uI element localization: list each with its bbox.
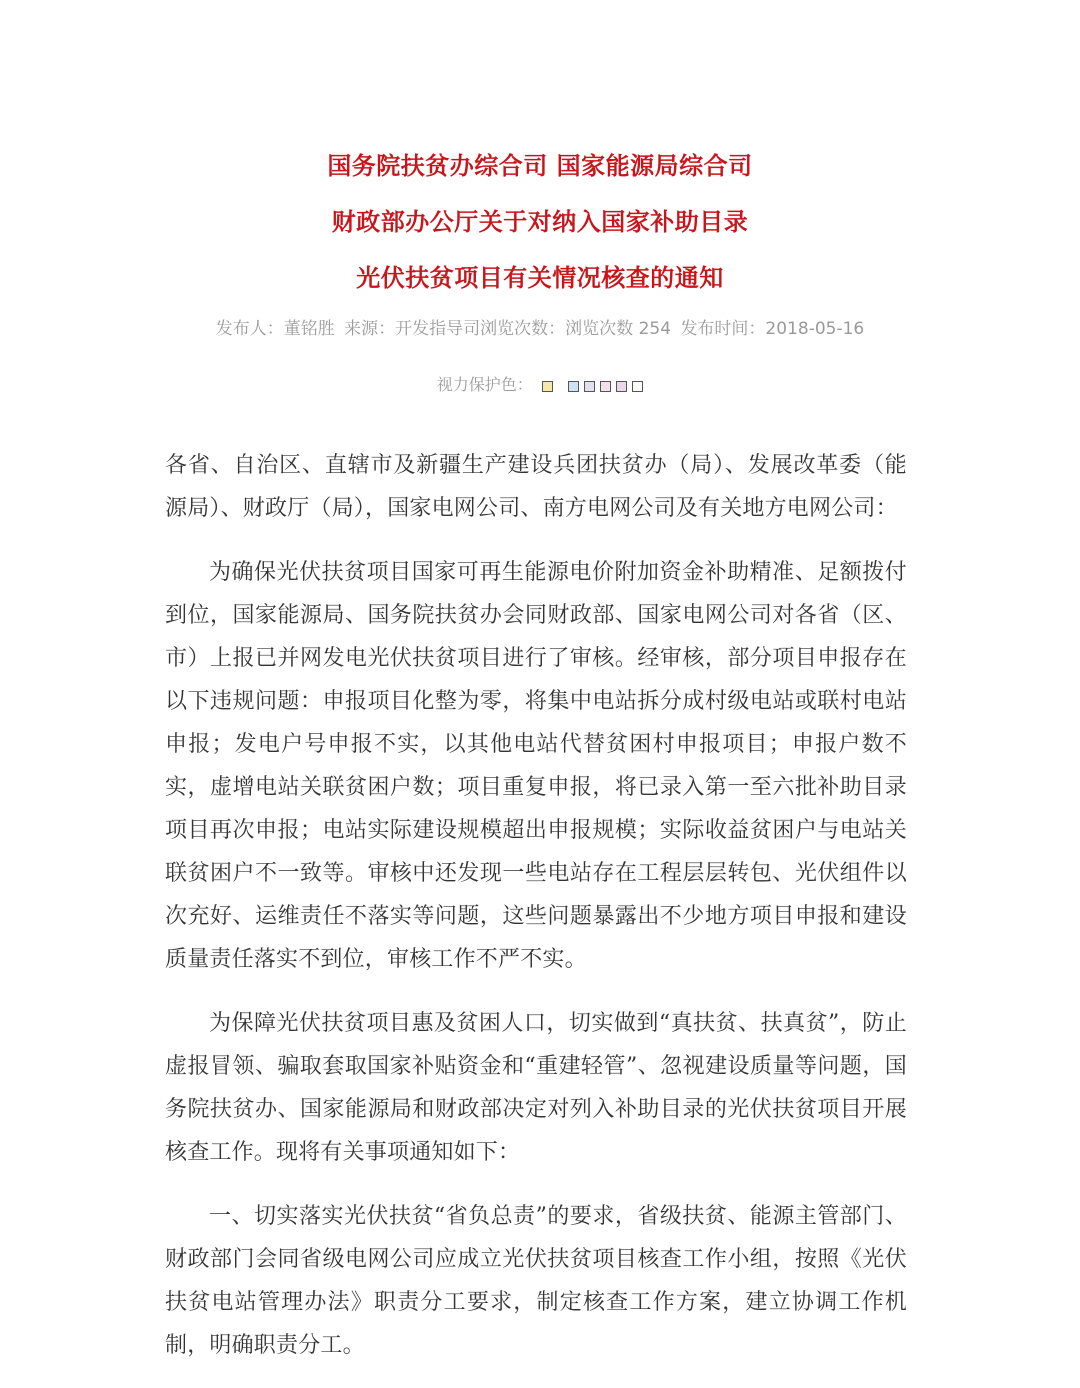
swatch-purple[interactable]	[616, 381, 627, 392]
notice-body	[165, 444, 907, 1388]
eye-care-color-picker	[0, 371, 1080, 400]
source-views: 来源：开发指导司浏览次数：浏览次数 254	[344, 319, 672, 339]
title-line-3: 光伏扶贫项目有关情况核查的通知	[356, 264, 724, 292]
swatch-pink[interactable]	[600, 381, 611, 392]
paragraph-item-1: 一、切实落实光伏扶贫“省负总责”的要求，省级扶贫、能源主管部门、财政部门会同省级电网公司应成立光伏扶贫项目核查工作小组，按照《光伏扶贫电站管理办法》职责分工要求，制定核查工作方案，建立协调工作机制，明确职责分工。	[165, 1204, 907, 1358]
publisher: 发布人：董铭胜	[215, 319, 335, 339]
swatch-lavender[interactable]	[584, 381, 595, 392]
publish-meta	[0, 314, 1080, 344]
notice-title	[0, 138, 1080, 306]
title-line-1: 国务院扶贫办综合司 国家能源局综合司	[327, 152, 753, 180]
swatch-blue[interactable]	[568, 381, 579, 392]
swatch-yellow[interactable]	[542, 381, 553, 392]
swatch-white[interactable]	[632, 381, 643, 392]
color-swatches	[542, 372, 643, 400]
salutation: 各省、自治区、直辖市及新疆生产建设兵团扶贫办（局）、发展改革委（能源局）、财政厅（局），国家电网公司、南方电网公司及有关地方电网公司：	[165, 453, 907, 521]
paragraph-review-findings: 为确保光伏扶贫项目国家可再生能源电价附加资金补助精准、足额拨付到位，国家能源局、国务院扶贫办会同财政部、国家电网公司对各省（区、市）上报已并网发电光伏扶贫项目进行了审核。经审核，部分项目申报存在以下违规问题：申报项目化整为零，将集中电站拆分成村级电站或联村电站申报；发电户号申报不实，以其他电站代替贫困村申报项目；申报户数不实，虚增电站关联贫困户数；项目重复申报，将已录入第一至六批补助目录项目再次申报；电站实际建设规模超出申报规模；实际收益贫困户与电站关联贫困户不一致等。审核中还发现一些电站存在工程层层转包、光伏组件以次充好、运维责任不落实等问题，这些问题暴露出不少地方项目申报和建设质量责任落实不到位，审核工作不严不实。	[165, 560, 907, 972]
title-line-2: 财政部办公厅关于对纳入国家补助目录	[331, 208, 749, 236]
paragraph-purpose: 为保障光伏扶贫项目惠及贫困人口，切实做到“真扶贫、扶真贫”，防止虚报冒领、骗取套取国家补贴资金和“重建轻管”、忽视建设质量等问题，国务院扶贫办、国家能源局和财政部决定对列入补助目录的光伏扶贫项目开展核查工作。现将有关事项通知如下：	[165, 1011, 907, 1165]
publish-date: 发布时间：2018-05-16	[680, 319, 865, 339]
eye-care-label: 视力保护色：	[436, 375, 533, 394]
